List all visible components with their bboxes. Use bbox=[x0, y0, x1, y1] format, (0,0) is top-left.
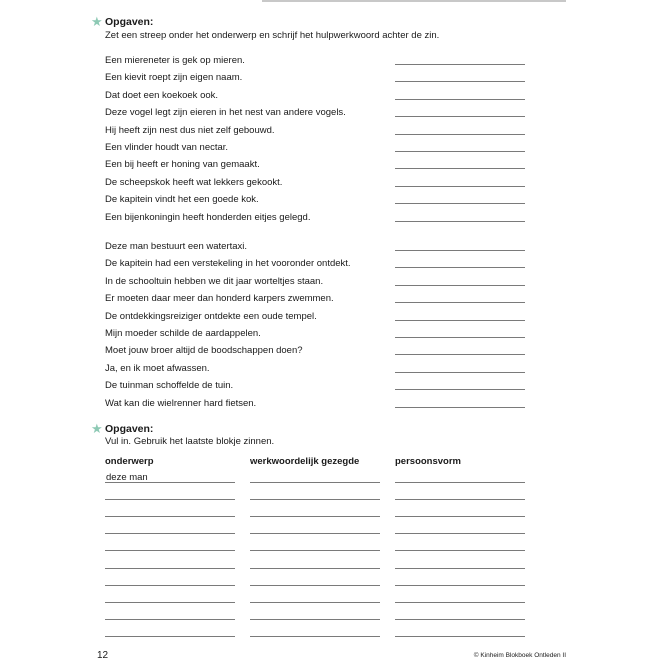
answer-line[interactable] bbox=[395, 320, 525, 321]
table-answer-line[interactable] bbox=[105, 585, 235, 586]
answer-line[interactable] bbox=[395, 81, 525, 82]
exercise-sentence: De kapitein had een verstekeling in het vooronder ontdekt. bbox=[105, 258, 351, 270]
answer-line[interactable] bbox=[395, 285, 525, 286]
table-answer-line[interactable] bbox=[105, 568, 235, 569]
exercise-sentence: Er moeten daar meer dan honderd karpers zwemmen. bbox=[105, 293, 334, 305]
exercise-sentence: Een kievit roept zijn eigen naam. bbox=[105, 72, 243, 84]
table-answer-line[interactable] bbox=[105, 516, 235, 517]
exercise-sentence: Een miereneter is gek op mieren. bbox=[105, 55, 245, 66]
column-header-persoonsvorm: persoonsvorm bbox=[395, 456, 461, 467]
table-answer-line[interactable] bbox=[250, 516, 380, 517]
column-header-onderwerp: onderwerp bbox=[105, 456, 154, 467]
table-answer-line[interactable] bbox=[250, 533, 380, 534]
exercise-sentence: Een bijenkoningin heeft honderden eitjes gelegd. bbox=[105, 211, 311, 223]
table-answer-line[interactable] bbox=[395, 482, 525, 483]
exercise-sentence: Mijn moeder schilde de aardappelen. bbox=[105, 328, 261, 339]
answer-line[interactable] bbox=[395, 302, 525, 303]
answer-line[interactable] bbox=[395, 250, 525, 251]
answer-line[interactable] bbox=[395, 99, 525, 100]
star-icon: ★ bbox=[91, 14, 103, 29]
table-answer-line[interactable] bbox=[395, 636, 525, 637]
section1-heading: Opgaven: bbox=[105, 16, 154, 28]
table-answer-line[interactable] bbox=[395, 499, 525, 500]
table-answer-line[interactable] bbox=[250, 602, 380, 603]
exercise-sentence: Moet jouw broer altijd de boodschappen doen? bbox=[105, 345, 303, 357]
answer-line[interactable] bbox=[395, 134, 525, 135]
table-answer-line[interactable] bbox=[105, 550, 235, 551]
table-answer-line[interactable] bbox=[395, 619, 525, 620]
table-answer-line[interactable] bbox=[250, 585, 380, 586]
table-answer-line[interactable] bbox=[250, 482, 380, 483]
answer-line[interactable] bbox=[395, 407, 525, 408]
exercise-sentence: Hij heeft zijn nest dus niet zelf gebouwd. bbox=[105, 124, 275, 136]
table-answer-line[interactable] bbox=[105, 619, 235, 620]
table-answer-line[interactable] bbox=[105, 636, 235, 637]
exercise-sentence: Wat kan die wielrenner hard fietsen. bbox=[105, 397, 257, 409]
exercise-sentence: Dat doet een koekoek ook. bbox=[105, 89, 219, 101]
column-header-werkwoordelijk-gezegde: werkwoordelijk gezegde bbox=[250, 456, 360, 467]
exercise-sentence: Deze vogel legt zijn eieren in het nest van andere vogels. bbox=[105, 107, 346, 119]
section2-heading: Opgaven: bbox=[105, 423, 154, 435]
page-number: 12 bbox=[97, 650, 109, 661]
table-answer-line[interactable] bbox=[105, 482, 235, 483]
answer-line[interactable] bbox=[395, 151, 525, 152]
star-icon: ★ bbox=[91, 421, 103, 436]
answer-line[interactable] bbox=[395, 203, 525, 204]
top-rule bbox=[262, 0, 566, 2]
exercise-sentence: Deze man bestuurt een watertaxi. bbox=[105, 241, 248, 252]
table-answer-line[interactable] bbox=[395, 533, 525, 534]
exercise-sentence: De scheepskok heeft wat lekkers gekookt. bbox=[105, 176, 283, 188]
exercise-sentence: De tuinman schoffelde de tuin. bbox=[105, 380, 234, 392]
answer-line[interactable] bbox=[395, 372, 525, 373]
answer-line[interactable] bbox=[395, 168, 525, 169]
answer-line[interactable] bbox=[395, 64, 525, 65]
table-answer-line[interactable] bbox=[250, 550, 380, 551]
table-answer-line[interactable] bbox=[250, 619, 380, 620]
answer-line[interactable] bbox=[395, 354, 525, 355]
section2-instruction: Vul in. Gebruik het laatste blokje zinnen. bbox=[105, 436, 275, 447]
answer-line[interactable] bbox=[395, 337, 525, 338]
table-answer-line[interactable] bbox=[250, 568, 380, 569]
answer-line[interactable] bbox=[395, 267, 525, 268]
table-answer-line[interactable] bbox=[250, 499, 380, 500]
answer-line[interactable] bbox=[395, 186, 525, 187]
exercise-sentence: De kapitein vindt het een goede kok. bbox=[105, 194, 259, 206]
answer-line[interactable] bbox=[395, 221, 525, 222]
table-answer-line[interactable] bbox=[395, 585, 525, 586]
prefilled-answer: deze man bbox=[106, 472, 148, 483]
exercise-sentence: Een bij heeft er honing van gemaakt. bbox=[105, 159, 260, 171]
section1-instruction: Zet een streep onder het onderwerp en schrijf het hulpwerkwoord achter de zin. bbox=[105, 30, 440, 41]
table-answer-line[interactable] bbox=[105, 499, 235, 500]
table-answer-line[interactable] bbox=[395, 550, 525, 551]
answer-line[interactable] bbox=[395, 116, 525, 117]
table-answer-line[interactable] bbox=[105, 533, 235, 534]
table-answer-line[interactable] bbox=[250, 636, 380, 637]
table-answer-line[interactable] bbox=[105, 602, 235, 603]
table-answer-line[interactable] bbox=[395, 516, 525, 517]
exercise-sentence: De ontdekkingsreiziger ontdekte een oude tempel. bbox=[105, 310, 317, 322]
table-answer-line[interactable] bbox=[395, 602, 525, 603]
copyright-notice: © Kinheim Blokboek Ontleden II bbox=[473, 652, 566, 659]
exercise-sentence: In de schooltuin hebben we dit jaar worteltjes staan. bbox=[105, 275, 324, 287]
exercise-sentence: Ja, en ik moet afwassen. bbox=[105, 362, 210, 374]
exercise-sentence: Een vlinder houdt van nectar. bbox=[105, 142, 229, 153]
table-answer-line[interactable] bbox=[395, 568, 525, 569]
answer-line[interactable] bbox=[395, 389, 525, 390]
